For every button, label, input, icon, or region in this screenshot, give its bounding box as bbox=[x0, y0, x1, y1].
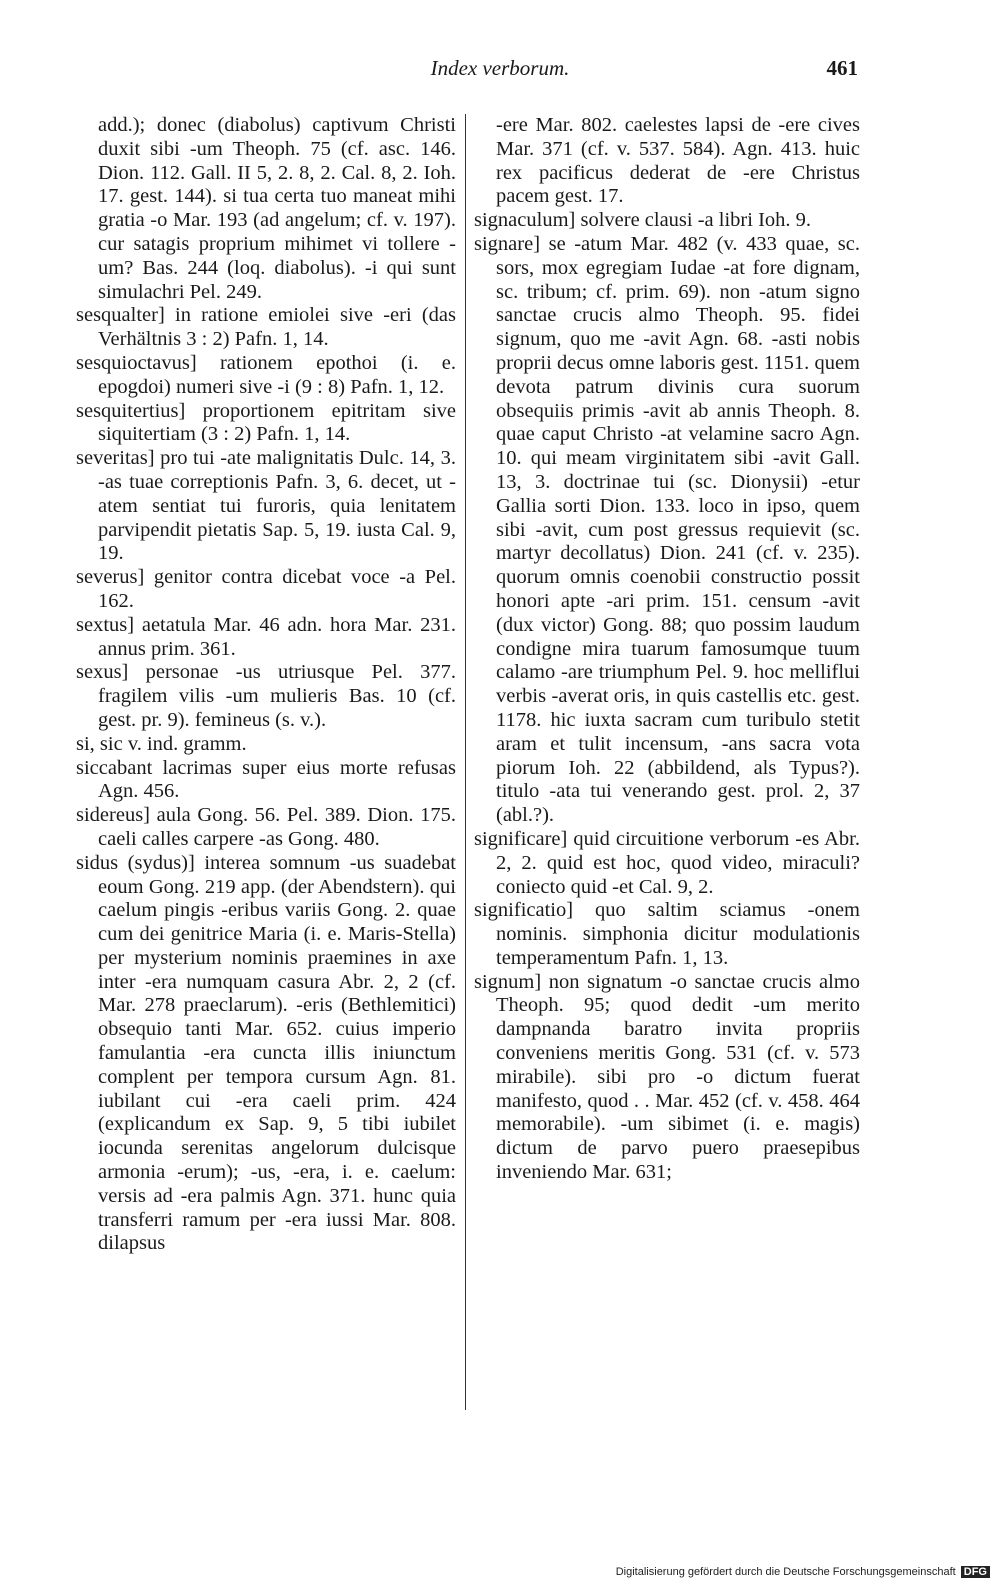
dfg-logo: DFG bbox=[961, 1566, 990, 1578]
page-number: 461 bbox=[826, 56, 858, 80]
index-entry: sesquitertius] proportionem epitritam sive siquitertiam (3 : 2) Pafn. 1, 14. bbox=[76, 399, 456, 446]
right-column bbox=[474, 114, 860, 1185]
column-divider bbox=[465, 114, 466, 1410]
index-entry: significatio] quo saltim sciamus -onem nominis. simphonia dicitur modulationis temperamentum Pafn. 1, 13. bbox=[474, 899, 860, 969]
index-entry: sextus] aetatula Mar. 46 adn. hora Mar. 231. annus prim. 361. bbox=[76, 613, 456, 660]
index-entry: significare] quid circuitione verborum -es Abr. 2, 2. quid est hoc, quod video, miraculi? coniecto quid -et Cal. 9, 2. bbox=[474, 827, 860, 898]
index-entry: sexus] personae -us utriusque Pel. 377. fragilem vilis -um mulieris Bas. 10 (cf. gest. pr. 9). femineus (s. v.). bbox=[76, 661, 456, 731]
left-column bbox=[76, 114, 456, 1256]
index-entry: signaculum] solvere clausi -a libri Ioh. 9. bbox=[474, 209, 812, 232]
running-title: Index verborum. bbox=[430, 56, 570, 80]
index-entry: siccabant lacrimas super eius morte refusas Agn. 456. bbox=[76, 756, 456, 803]
index-entry: severus] genitor contra dicebat voce -a Pel. 162. bbox=[76, 566, 456, 612]
index-entry: add.); donec (diabolus) captivum Christi duxit sibi -um Theoph. 75 (cf. asc. 146. Dion. 112. Gall. II 5, 2. 8, 2. Cal. 8, 2. Ioh. 17. gest. 144). si tua certa tuo maneat mihi gratia -o Mar. 193 (ad angelum; cf. v. 197). cur satagis proprium mihimet vi tollere -um? Bas. 244 (loq. diabolus). -i qui sunt simulachri Pel. 249. bbox=[98, 114, 456, 303]
index-entry: sidus (sydus)] interea somnum -us suadebat eoum Gong. 219 app. (der Abendstern). qui caelum pingis -eribus variis Gong. 2. quae cum dei genitrice Maria (i. e. Maris-Stella) per mysterium nominis praemines in axe inter -era numquam casura Abr. 2, 2 (cf. Mar. 278 praeclarum). -eris (Bethlemitici) obsequio tanti Mar. 652. cuius imperio famulantia -era cuncta illis iniunctum complent per tempora cursum Agn. 81. iubilant cui -era caeli prim. 424 (explicandum ex Sap. 9, 5 tibi iubilet iocunda serenitas angelorum dulcisque armonia -erum); -us, -era, i. e. caelum: versis ad -era palmis Agn. 371. hunc quia transferri ramum per -era iussi Mar. 808. dilapsus bbox=[76, 851, 456, 1255]
index-entry: sidereus] aula Gong. 56. Pel. 389. Dion. 175. caeli calles carpere -as Gong. 480. bbox=[76, 804, 456, 850]
index-entry: severitas] pro tui -ate malignitatis Dulc. 14, 3. -as tuae correptionis Pafn. 3, 6. decet, ut -atem sentiat tui furoris, quia lenitatem parvipendit pietatis Sap. 5, 19. iusta Cal. 9, 19. bbox=[76, 447, 456, 565]
index-entry: -ere Mar. 802. caelestes lapsi de -ere cives Mar. 371 (cf. v. 537. 584). Agn. 413. huic rex pacificus dederat de -ere Christus pacem gest. 17. bbox=[496, 114, 860, 208]
index-entry: signare] se -atum Mar. 482 (v. 433 quae, sc. sors, mox egregiam Iudae -at fore dignam, sc. tribum; cf. prim. 69). non -atum signo sanctae crucis almo Theoph. 95. fidei signum, quo me -avit Agn. 68. -asti nobis proprii decus omne laboris gest. 1151. quem devota patrum divinis cura suorum obsequiis primis -avit ab annis Theoph. 8. quae caput Christo -at velamine sacro Agn. 10. qui meam virginitatem sibi -avit Gall. 13, 3. doctrinae tui (sc. Dionysii) -etur Gallia sorti Dion. 133. loco in ipso, quem sibi -avit, cum post gressus requievit (sc. martyr decollatus) Dion. 241 (cf. v. 235). quorum omnis coenobii constructio possit honori apte -ari prim. 151. censum -avit (dux victor) Gong. 88; quo possim laudum condigne mira tuarum famosumque tuum calamo -are triumphum Pel. 9. hoc melliflui verbis -averat oris, in quis castellis etc. gest. 1178. hic iuxta sacram cum turibulo stetit aram et tulit incensum, -ans sacra vota piorum Ioh. 22 (abbildend, als Typus?). titulo -ata tui venerando gest. prol. 2, 37 (abl.?). bbox=[474, 232, 860, 827]
index-entry: si, sic v. ind. gramm. bbox=[76, 732, 247, 755]
credit-text: Digitalisierung gefördert durch die Deutsche Forschungsgemeinschaft bbox=[615, 1566, 956, 1578]
page-header bbox=[0, 54, 1000, 88]
index-entry: signum] non signatum -o sanctae crucis almo Theoph. 95; quod dedit -um merito dampnanda baratro invita propriis conveniens meritis Gong. 531 (cf. v. 573 mirabile). sibi pro -o dictum fuerat manifesto, quod . . Mar. 452 (cf. v. 458. 464 memorabile). -um sibimet (i. e. magis) dictum de parvo puero praesepibus inveniendo Mar. 631; bbox=[474, 970, 860, 1184]
index-entry: sesqualter] in ratione emiolei sive -eri (das Verhältnis 3 : 2) Pafn. 1, 14. bbox=[76, 304, 456, 351]
index-entry: sesquioctavus] rationem epothoi (i. e. epogdoi) numeri sive -i (9 : 8) Pafn. 1, 12. bbox=[76, 351, 456, 398]
digitization-credit bbox=[616, 1566, 990, 1578]
